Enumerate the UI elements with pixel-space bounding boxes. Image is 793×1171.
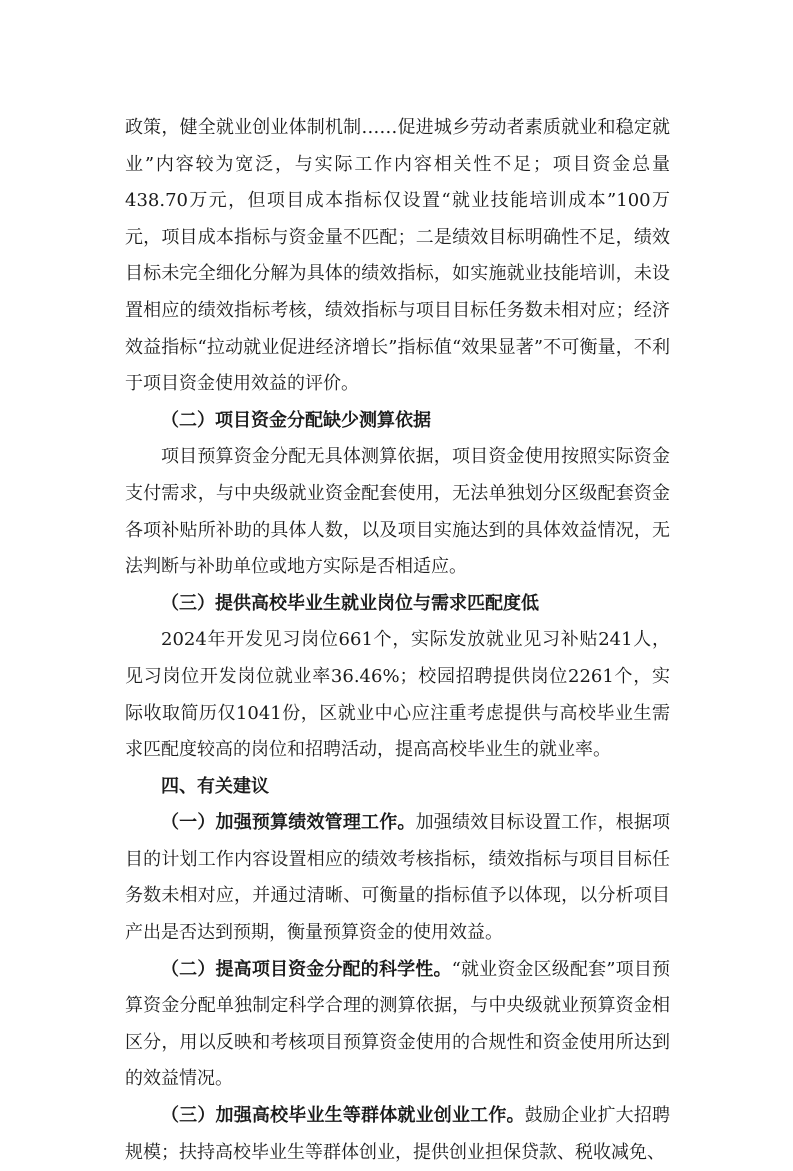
- recommendation-2-lead: （二）提高项目资金分配的科学性。: [161, 958, 452, 980]
- paragraph-graduate-jobs: 2024年开发见习岗位661个，实际发放就业见习补贴241人，见习岗位开发岗位就业率36.46%；校园招聘提供岗位2261个，实际收取简历仅1041份，区就业中心应注重考虑提供与高校毕业生需求匹配度较高的岗位和招聘活动，提高高校毕业生的就业率。: [125, 629, 670, 761]
- recommendation-2-body: “就业资金区级配套”项目预算资金分配单独制定科学合理的测算依据，与中央级就业预算资金相区分，用以反映和考核项目预算资金使用的合规性和资金使用所达到的效益情况。: [125, 958, 670, 1090]
- paragraph-fund-allocation: 项目预算资金分配无具体测算依据，项目资金使用按照实际资金支付需求，与中央级就业资金配套使用，无法单独划分区级配套资金各项补贴所补助的具体人数，以及项目实施达到的具体效益情况，无法判断与补助单位或地方实际是否相适应。: [125, 446, 670, 578]
- section-heading-fund-allocation: （二）项目资金分配缺少测算依据: [161, 409, 431, 431]
- document-body: [125, 110, 670, 1171]
- recommendation-1-body: 加强绩效目标设置工作，根据项目的计划工作内容设置相应的绩效考核指标，绩效指标与项目目标任务数未相对应，并通过清晰、可衡量的指标值予以体现，以分析项目产出是否达到预期，衡量预算资金的使用效益。: [125, 812, 670, 944]
- recommendation-1-lead: （一）加强预算绩效管理工作。: [161, 812, 416, 834]
- recommendation-2: [125, 952, 670, 1098]
- paragraph-continuation: 政策，健全就业创业体制机制……促进城乡劳动者素质就业和稳定就业”内容较为宽泛，与实际工作内容相关性不足；项目资金总量438.70万元，但项目成本指标仅设置“就业技能培训成本”100万元，项目成本指标与资金量不匹配；二是绩效目标明确性不足，绩效目标未完全细化分解为具体的绩效指标，如实施就业技能培训，未设置相应的绩效指标考核，绩效指标与项目目标任务数未相对应；经济效益指标“拉动就业促进经济增长”指标值“效果显著”不可衡量，不利于项目资金使用效益的评价。: [125, 117, 670, 395]
- recommendation-3-lead: （三）加强高校毕业生等群体就业创业工作。: [161, 1105, 525, 1127]
- recommendation-3-body: 鼓励企业扩大招聘规模；扶持高校毕业生等群体创业，提供创业担保贷款、税收减免、: [125, 1105, 670, 1163]
- recommendation-1: [125, 805, 670, 951]
- section-heading-recommendations: 四、有关建议: [161, 775, 269, 797]
- recommendation-3: [125, 1098, 670, 1171]
- section-heading-graduate-jobs: （三）提供高校毕业生就业岗位与需求匹配度低: [161, 592, 539, 614]
